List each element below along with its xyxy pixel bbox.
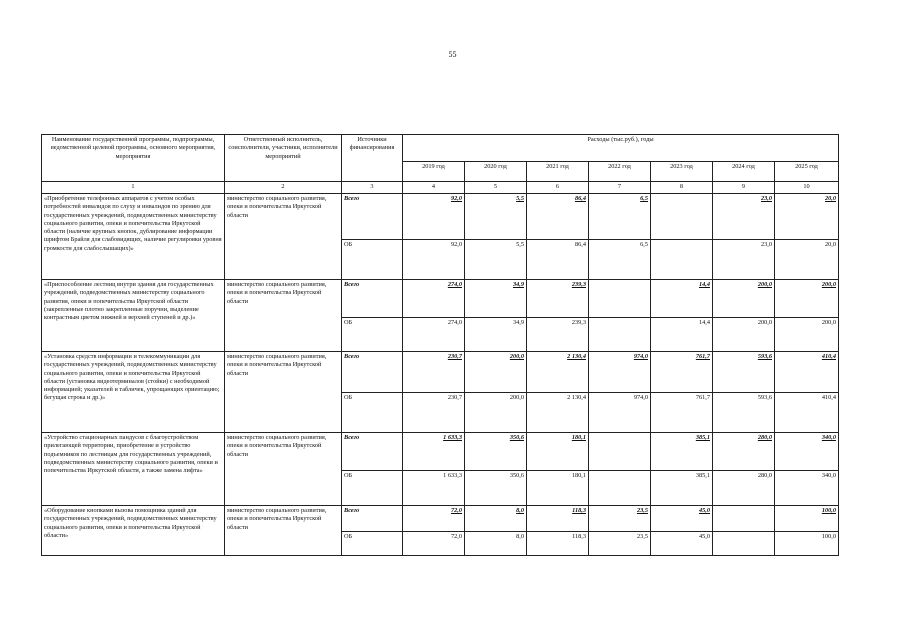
total-value: 1 633,3: [403, 433, 465, 471]
total-value: 410,4: [775, 352, 839, 393]
ob-value: [589, 318, 651, 352]
total-value: 340,0: [775, 433, 839, 471]
executor: министерство социального развития, опеки и попечительства Иркутской области: [225, 506, 342, 556]
ob-value: 14,4: [651, 318, 713, 352]
total-value: 34,9: [465, 280, 527, 318]
ob-value: 23,0: [713, 240, 775, 280]
header-expenses: Расходы (тыс.руб.), годы: [403, 135, 839, 162]
header-year: 2022 год: [589, 162, 651, 182]
total-value: 350,6: [465, 433, 527, 471]
total-value: 100,0: [775, 506, 839, 532]
total-value: [589, 433, 651, 471]
ob-value: 280,0: [713, 471, 775, 506]
header-source: Источники финансирования: [342, 135, 403, 182]
total-value: 118,3: [527, 506, 589, 532]
page-number: 55: [448, 50, 457, 59]
expenses-table: [41, 134, 839, 556]
source-ob-label: ОБ: [342, 471, 403, 506]
source-total-label: Всего: [342, 280, 403, 318]
header-executor: Ответственный исполнитель, соисполнители, участники, исполнители мероприятий: [225, 135, 342, 182]
ob-value: 34,9: [465, 318, 527, 352]
total-value: [651, 194, 713, 240]
total-value: 72,0: [403, 506, 465, 532]
activity-name: «Установка средств информации и телекоммуникации для государственных учреждений, подведомственных министерству социального развития, опеки и попечительства Иркутской области (установка видеотерминалов (стойки) с необходимой информацией; указателей и табличек, упрощающих ориентацию; бегущая строка и др.)»: [42, 352, 225, 433]
column-number: 9: [713, 182, 775, 194]
ob-value: 5,5: [465, 240, 527, 280]
activity-name: «Оборудование кнопками вызова помощника зданий для государственных учреждений, подведомственных министерству социального развития, опеки и попечительства Иркутской области»: [42, 506, 225, 556]
total-value: 92,0: [403, 194, 465, 240]
ob-value: 2 130,4: [527, 393, 589, 433]
table-row: [42, 194, 839, 240]
ob-value: 200,0: [465, 393, 527, 433]
table-row: [42, 352, 839, 393]
ob-value: [651, 240, 713, 280]
total-value: 23,5: [589, 506, 651, 532]
total-value: 593,6: [713, 352, 775, 393]
column-number: 5: [465, 182, 527, 194]
total-value: 20,0: [775, 194, 839, 240]
ob-value: 23,5: [589, 532, 651, 556]
activity-name: «Устройство стационарных пандусов с благоустройством прилегающей территории, приобретение и устройство подъемников по лестницам для государственных учреждений, подведомственных министерству социального развития, опеки и попечительства Иркутской области, а также замена лифта»: [42, 433, 225, 506]
column-number: 7: [589, 182, 651, 194]
total-value: 23,0: [713, 194, 775, 240]
total-value: 2 130,4: [527, 352, 589, 393]
executor: министерство социального развития, опеки и попечительства Иркутской области: [225, 194, 342, 280]
total-value: 180,1: [527, 433, 589, 471]
ob-value: 180,1: [527, 471, 589, 506]
ob-value: 20,0: [775, 240, 839, 280]
total-value: 5,5: [465, 194, 527, 240]
total-value: 200,0: [465, 352, 527, 393]
ob-value: [589, 471, 651, 506]
total-value: 385,1: [651, 433, 713, 471]
ob-value: 1 633,3: [403, 471, 465, 506]
total-value: 274,0: [403, 280, 465, 318]
total-value: 239,3: [527, 280, 589, 318]
total-value: 6,5: [589, 194, 651, 240]
column-number: 3: [342, 182, 403, 194]
ob-value: 6,5: [589, 240, 651, 280]
header-year: 2021 год: [527, 162, 589, 182]
column-number: 10: [775, 182, 839, 194]
executor: министерство социального развития, опеки и попечительства Иркутской области: [225, 352, 342, 433]
total-value: 230,7: [403, 352, 465, 393]
total-value: 86,4: [527, 194, 589, 240]
activity-name: «Приспособление лестниц внутри здания для государственных учреждений, подведомственных министерству социального развития, опеки и попечительства Иркутской области (закрепленные плотно закрепленные поручни, выделение контрастным цветом нижней и верхней ступеней и др.)»: [42, 280, 225, 352]
ob-value: 974,0: [589, 393, 651, 433]
source-ob-label: ОБ: [342, 393, 403, 433]
ob-value: 86,4: [527, 240, 589, 280]
total-value: 974,0: [589, 352, 651, 393]
column-number: 1: [42, 182, 225, 194]
ob-value: 72,0: [403, 532, 465, 556]
column-number: 8: [651, 182, 713, 194]
total-value: [713, 506, 775, 532]
header-year: 2023 год: [651, 162, 713, 182]
ob-value: 8,0: [465, 532, 527, 556]
total-value: 761,7: [651, 352, 713, 393]
source-ob-label: ОБ: [342, 532, 403, 556]
ob-value: 45,0: [651, 532, 713, 556]
ob-value: 761,7: [651, 393, 713, 433]
ob-value: 118,3: [527, 532, 589, 556]
ob-value: 230,7: [403, 393, 465, 433]
header-year: 2024 год: [713, 162, 775, 182]
executor: министерство социального развития, опеки и попечительства Иркутской области: [225, 280, 342, 352]
ob-value: 274,0: [403, 318, 465, 352]
source-total-label: Всего: [342, 352, 403, 393]
ob-value: 92,0: [403, 240, 465, 280]
table-row: [42, 433, 839, 471]
total-value: 8,0: [465, 506, 527, 532]
header-year: 2020 год: [465, 162, 527, 182]
source-total-label: Всего: [342, 194, 403, 240]
total-value: 200,0: [775, 280, 839, 318]
header-year: 2019 год: [403, 162, 465, 182]
ob-value: 385,1: [651, 471, 713, 506]
total-value: [589, 280, 651, 318]
activity-name: «Приобретение телефонных аппаратов с учетом особых потребностей инвалидов по слуху и инвалидов по зрению для государственных учреждений, подведомственных министерству социального развития, опеки и попечительства Иркутской области (наличие крупных кнопок, дублирование информации шрифтом Брайля для слабовидящих, наличие регулировки уровня громкости для слабослышащих)»: [42, 194, 225, 280]
column-number: 6: [527, 182, 589, 194]
ob-value: 350,6: [465, 471, 527, 506]
source-total-label: Всего: [342, 506, 403, 532]
total-value: 45,0: [651, 506, 713, 532]
source-ob-label: ОБ: [342, 240, 403, 280]
ob-value: 200,0: [775, 318, 839, 352]
header-year: 2025 год: [775, 162, 839, 182]
source-total-label: Всего: [342, 433, 403, 471]
total-value: 280,0: [713, 433, 775, 471]
table-row: [42, 506, 839, 532]
ob-value: 200,0: [713, 318, 775, 352]
executor: министерство социального развития, опеки и попечительства Иркутской области: [225, 433, 342, 506]
ob-value: 100,0: [775, 532, 839, 556]
source-ob-label: ОБ: [342, 318, 403, 352]
column-number: 2: [225, 182, 342, 194]
ob-value: 410,4: [775, 393, 839, 433]
column-number: 4: [403, 182, 465, 194]
header-name: Наименование государственной программы, подпрограммы, ведомственной целевой программы, основного мероприятия, мероприятия: [42, 135, 225, 182]
table-row: [42, 280, 839, 318]
ob-value: 239,3: [527, 318, 589, 352]
total-value: 200,0: [713, 280, 775, 318]
total-value: 14,4: [651, 280, 713, 318]
ob-value: 340,0: [775, 471, 839, 506]
ob-value: 593,6: [713, 393, 775, 433]
ob-value: [713, 532, 775, 556]
